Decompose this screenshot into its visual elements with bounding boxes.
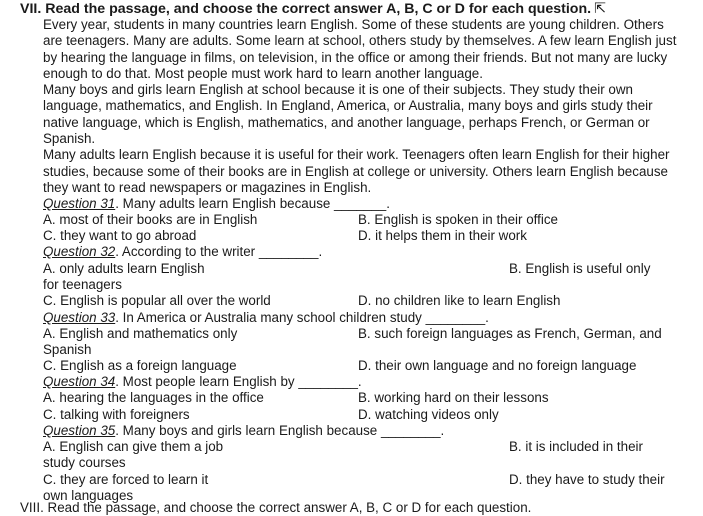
option-d[interactable]: D. they have to study their bbox=[509, 472, 665, 487]
passage-paragraph-1: Every year, students in many countries learn English. Some of these students are young children. Others are teenagers. Many are adults. Some learn at school, others study by themselves. A few learn English just by hearing the language in films, on television, in the office or among their friends. But not many are lucky enough to do that. Most people must work hard to learn another language. bbox=[43, 17, 677, 81]
option-d-continued: own languages bbox=[43, 488, 134, 503]
option-d[interactable]: D. no children like to learn English bbox=[358, 293, 561, 308]
option-b-continued: for teenagers bbox=[43, 277, 122, 292]
option-a[interactable]: A. English can give them a job bbox=[43, 439, 224, 454]
option-b[interactable]: B. English is useful only bbox=[509, 261, 651, 276]
question-33 bbox=[43, 310, 489, 326]
question-number: Question 31 bbox=[43, 196, 116, 211]
option-a[interactable]: A. English and mathematics only bbox=[43, 326, 238, 341]
next-section-title-cut: VIII. Read the passage, and choose the correct answer A, B, C or D for each question. bbox=[20, 500, 532, 515]
option-a[interactable]: A. hearing the languages in the office bbox=[43, 390, 264, 405]
question-stem: . Many boys and girls learn English because ________. bbox=[115, 423, 445, 438]
question-number: Question 32 bbox=[43, 244, 116, 259]
option-a-continued: study courses bbox=[43, 455, 126, 470]
reading-passage bbox=[43, 17, 683, 196]
question-number: Question 33 bbox=[43, 310, 116, 325]
option-c[interactable]: C. they want to go abroad bbox=[43, 228, 197, 243]
option-a[interactable]: A. most of their books are in English bbox=[43, 212, 258, 227]
option-c[interactable]: C. they are forced to learn it bbox=[43, 472, 209, 487]
question-34 bbox=[43, 374, 362, 390]
option-b-continued: Spanish bbox=[43, 342, 92, 357]
option-c[interactable]: C. English as a foreign language bbox=[43, 358, 237, 373]
question-number: Question 35 bbox=[43, 423, 116, 438]
question-stem: . In America or Australia many school children study ________. bbox=[115, 310, 489, 325]
question-35 bbox=[43, 423, 444, 439]
resize-arrow-icon[interactable]: ⇱ bbox=[594, 1, 606, 17]
option-a[interactable]: A. only adults learn English bbox=[43, 261, 205, 276]
passage-paragraph-3: Many adults learn English because it is useful for their work. Teenagers often learn English for their higher studies, because some of their books are in English at college or university. Others learn English because they want to read newspapers or magazines in English. bbox=[43, 147, 670, 195]
option-d[interactable]: D. it helps them in their work bbox=[358, 228, 527, 243]
question-32 bbox=[43, 244, 322, 260]
option-b[interactable]: B. working hard on their lessons bbox=[358, 390, 549, 405]
question-31 bbox=[43, 196, 390, 212]
passage-paragraph-2: Many boys and girls learn English at school because it is one of their subjects. They study their own language, mathematics, and English. In England, America, or Australia, many boys and girls study their native language, which is English, mathematics, and another language, perhaps French, or German or Spanish. bbox=[43, 82, 653, 147]
question-stem: . Many adults learn English because _______. bbox=[115, 196, 390, 211]
section-title bbox=[20, 1, 606, 17]
question-stem: . Most people learn English by ________. bbox=[115, 374, 362, 389]
option-b[interactable]: B. English is spoken in their office bbox=[358, 212, 558, 227]
option-d[interactable]: D. watching videos only bbox=[358, 407, 499, 422]
option-c[interactable]: C. English is popular all over the world bbox=[43, 293, 271, 308]
question-number: Question 34 bbox=[43, 374, 116, 389]
section-title-text: VII. Read the passage, and choose the correct answer A, B, C or D for each question. bbox=[20, 1, 592, 17]
option-c[interactable]: C. talking with foreigners bbox=[43, 407, 190, 422]
option-d[interactable]: D. their own language and no foreign language bbox=[358, 358, 637, 373]
question-stem: . According to the writer ________. bbox=[115, 244, 323, 259]
option-b[interactable]: B. such foreign languages as French, German, and bbox=[358, 326, 662, 341]
option-b[interactable]: B. it is included in their bbox=[509, 439, 643, 454]
